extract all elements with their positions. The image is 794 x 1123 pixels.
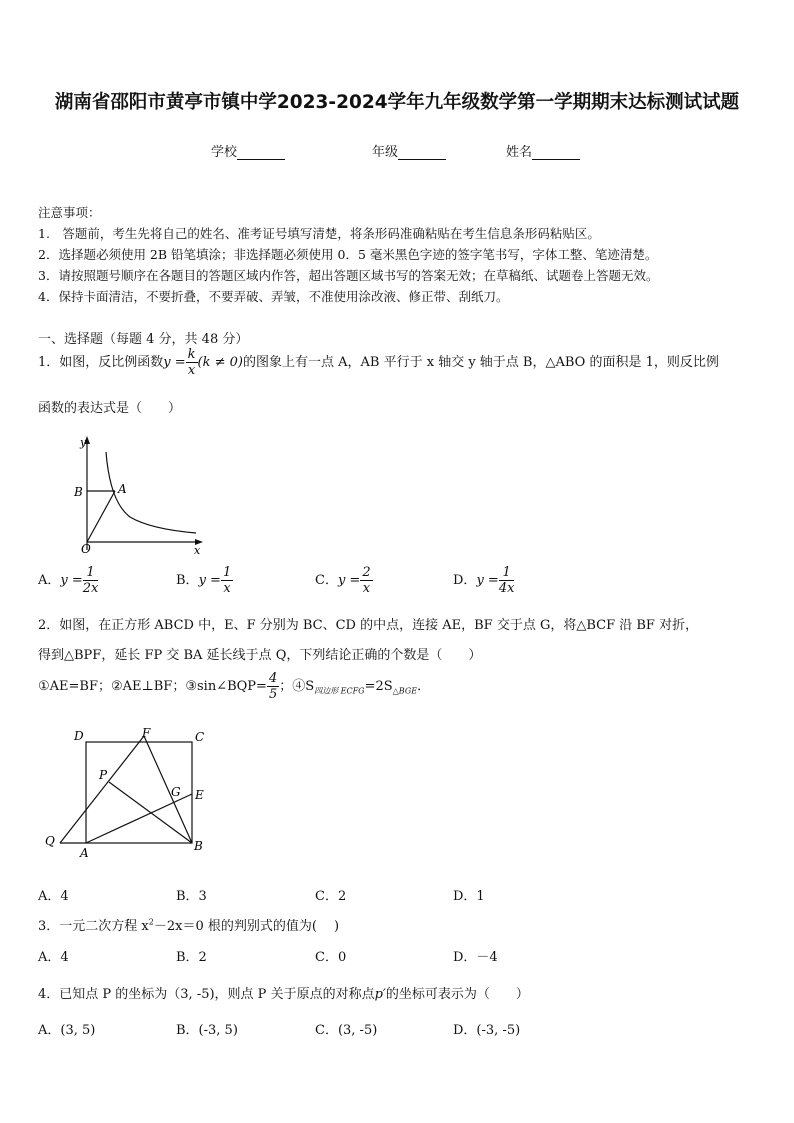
q2-option-a[interactable]: A．4 — [38, 889, 69, 904]
q2-option-c[interactable]: C．2 — [315, 889, 347, 904]
q1-option-c-label: C． — [315, 573, 338, 588]
q4-stem — [38, 983, 529, 1002]
q1-segment-oa — [87, 491, 115, 542]
q2-label-a: A — [80, 846, 89, 857]
notes-heading: 注意事项： — [38, 205, 101, 220]
q1-option-b[interactable] — [176, 566, 233, 595]
q2-figure — [38, 722, 218, 857]
q3-option-c[interactable]: C．0 — [315, 950, 347, 965]
q1-text-b: 函数的表达式是（ ） — [38, 401, 182, 416]
q1-label-y: y — [80, 436, 87, 449]
q1-label-a: A — [118, 482, 127, 496]
q1-label-b: B — [74, 485, 83, 499]
q1-func-num: k — [187, 347, 196, 362]
q4-option-c[interactable]: C．(3, -5) — [315, 1023, 378, 1038]
q3-option-d[interactable]: D．－4 — [453, 950, 498, 965]
q1-figure — [60, 432, 210, 557]
q1-option-d-lhs: y = — [476, 573, 499, 588]
q2-conclusion-c: =2S — [364, 679, 393, 694]
q2-label-q: Q — [45, 834, 55, 848]
q1-label-o: O — [81, 542, 91, 556]
name-label: 姓名 — [506, 145, 533, 160]
q1-option-a-label: A． — [38, 573, 61, 588]
q4-option-d[interactable]: D．(-3, -5) — [453, 1023, 521, 1038]
name-field — [506, 141, 580, 160]
q1-option-d[interactable] — [453, 566, 514, 595]
q3-text-b: －2x＝0 根的判别式的值为( ) — [153, 919, 340, 934]
q1-option-c[interactable] — [315, 566, 373, 595]
q2-frac-den: 5 — [268, 687, 278, 702]
q2-label-p: P — [99, 768, 108, 782]
q2-conclusion-d: ． — [417, 679, 431, 694]
page-title: 湖南省邵阳市黄亭市镇中学2023-2024学年九年级数学第一学期期末达标测试试题 — [54, 92, 740, 113]
q1-func-lhs: y = — [163, 355, 186, 370]
q1-option-d-label: D． — [453, 573, 477, 588]
q1-option-d-den: 4x — [498, 581, 515, 596]
grade-blank — [398, 147, 446, 160]
q1-option-c-lhs: y = — [337, 573, 361, 588]
q1-option-a-num: 1 — [83, 566, 99, 581]
note-item-2: 2．选择题必须使用 2B 铅笔填涂；非选择题必须使用 0．5 毫米黑色字迹的签字笔书写，字体工整、笔迹清楚。 — [38, 247, 658, 262]
q4-text-b: 的坐标可表示为（ ） — [385, 987, 529, 1002]
note-item-4: 4．保持卡面清洁，不要折叠，不要弄破、弄皱，不准使用涂改液、修正带、刮纸刀。 — [38, 289, 509, 304]
q2-sub-tri: △BGE — [392, 686, 418, 696]
q2-line-bf — [144, 736, 192, 843]
q4-option-a[interactable]: A．(3, 5) — [38, 1023, 96, 1038]
q2-conclusions — [38, 672, 430, 701]
q1-option-b-den: x — [223, 581, 231, 596]
q2-option-b[interactable]: B．3 — [176, 889, 207, 904]
q1-option-b-label: B． — [176, 573, 199, 588]
q2-frac — [267, 672, 279, 701]
q1-label-x: x — [194, 544, 201, 557]
q2-line-qf — [60, 736, 144, 843]
q1-option-b-lhs: y = — [198, 573, 221, 588]
q2-label-g: G — [171, 785, 181, 799]
q2-line-ae — [86, 794, 192, 843]
q3-option-a[interactable]: A．4 — [38, 950, 69, 965]
name-blank — [532, 147, 580, 160]
q1-func-frac — [186, 348, 198, 377]
q2-label-f: F — [142, 726, 151, 740]
q3-option-b[interactable]: B．2 — [176, 950, 207, 965]
q2-option-d[interactable]: D．1 — [453, 889, 485, 904]
q4-text-a: 4．已知点 P 的坐标为（3, -5)，则点 P 关于原点的对称点 — [38, 987, 375, 1002]
q2-frac-num: 4 — [268, 671, 278, 686]
q1-option-a[interactable] — [38, 566, 98, 595]
q1-option-c-num: 2 — [362, 565, 371, 580]
q1-option-a-den: 2x — [82, 581, 99, 596]
grade-field — [372, 141, 446, 160]
q4-point-p: p′ — [374, 987, 386, 1002]
q3-text-a: 3．一元二次方程 x — [38, 919, 149, 934]
q2-label-b: B — [194, 839, 203, 853]
q2-conclusion-b: ；④S — [279, 679, 315, 694]
q3-stem — [38, 915, 339, 934]
q2-line-1: 2．如图，在正方形 ABCD 中，E、F 分别为 BC、CD 的中点，连接 AE，BF 交于点 G，将△BCF 沿 BF 对折， — [38, 618, 699, 633]
q2-line-2: 得到△BPF，延长 FP 交 BA 延长线于点 Q，下列结论正确的个数是（ ） — [38, 648, 482, 663]
school-blank — [237, 147, 285, 160]
q1-option-c-den: x — [362, 581, 371, 596]
q1-stem — [38, 348, 719, 377]
school-label: 学校 — [211, 145, 238, 160]
q2-conclusion-a: ①AE=BF；②AE⊥BF；③sin∠BQP= — [38, 679, 267, 694]
q1-option-a-lhs: y = — [60, 573, 83, 588]
section-heading: 一、选择题（每题 4 分，共 48 分） — [38, 332, 249, 347]
q1-text-a: 的图象上有一点 A，AB 平行于 x 轴交 y 轴于点 B，△ABO 的面积是 1，则反比例 — [243, 355, 719, 370]
q2-label-e: E — [195, 788, 204, 802]
note-item-1: 1. 答题前，考生先将自己的姓名、准考证号填写清楚，将条形码准确粘贴在考生信息条形码粘贴区。 — [38, 226, 600, 241]
q1-option-b-num: 1 — [222, 565, 232, 580]
q1-option-d-num: 1 — [499, 566, 515, 581]
q3-superscript: 2 — [148, 917, 154, 927]
q2-label-c: C — [195, 730, 205, 744]
q1-func-cond: (k ≠ 0) — [197, 355, 243, 370]
note-item-3: 3．请按照题号顺序在各题目的答题区域内作答，超出答题区域书写的答案无效；在草稿纸、试题卷上答题无效。 — [38, 268, 659, 283]
q1-func-den: x — [187, 363, 196, 378]
grade-label: 年级 — [372, 145, 399, 160]
q1-prefix: 1．如图，反比例函数 — [38, 355, 164, 370]
q2-sub-quad: 四边形 ECFG — [314, 686, 365, 696]
q4-option-b[interactable]: B．(-3, 5) — [176, 1023, 238, 1038]
school-field — [211, 141, 285, 160]
q2-label-d: D — [74, 729, 84, 743]
